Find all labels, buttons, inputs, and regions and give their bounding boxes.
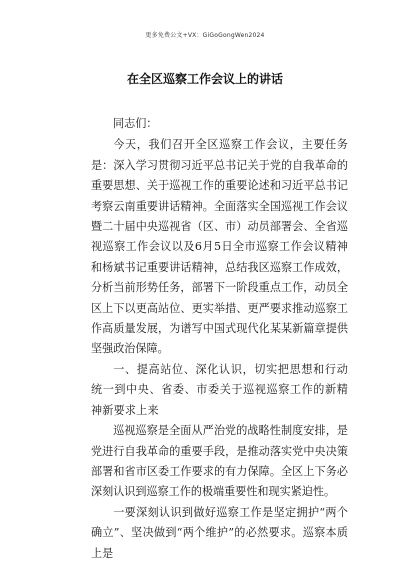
document-title: 在全区巡察工作会议上的讲话 xyxy=(126,72,283,86)
salutation: 同志们： xyxy=(113,117,158,130)
header-note: 更多免费公文+VX：GiGoGongWen2024 xyxy=(145,32,265,39)
section-heading-1: 一、提高站位、深化认识，切实把思想和行动统一到中央、省委、市委关于巡视巡察工作的新精神新要求上来 xyxy=(91,362,348,417)
paragraph-body: 巡视巡察是全面从严治党的战略性制度安排，是党进行自我革命的重要手段，是推动落实党中央决策部署和省市区委工作要求的有力保障。全区上下务必深刻认识到巡察工作的极端重要性和现实紧迫性。 xyxy=(91,424,348,499)
document-body xyxy=(91,114,348,564)
paragraph-point-1: 一要深刻认识到做好巡察工作是坚定拥护“两个确立”、坚决做到“两个维护”的必然要求。巡察本质上是 xyxy=(91,505,348,560)
paragraph-intro: 今天，我们召开全区巡察工作会议，主要任务是：深入学习贯彻习近平总书记关于党的自我革命的重要思想、关于巡视工作的重要论述和习近平总书记考察云南重要讲话精神。全面落实全国巡视工作会议暨二十届中央巡视省（区、市）动员部署会、全省巡视巡察工作会议以及6月5日全市巡察工作会议精神和杨斌书记重要讲话精神，总结我区巡察工作成效，分析当前形势任务，部署下一阶段重点工作，动员全区上下以更高站位、更实举措、更严要求推动巡察工作高质量发展，为谱写中国式现代化某某新篇章提供坚强政治保障。 xyxy=(91,138,348,356)
